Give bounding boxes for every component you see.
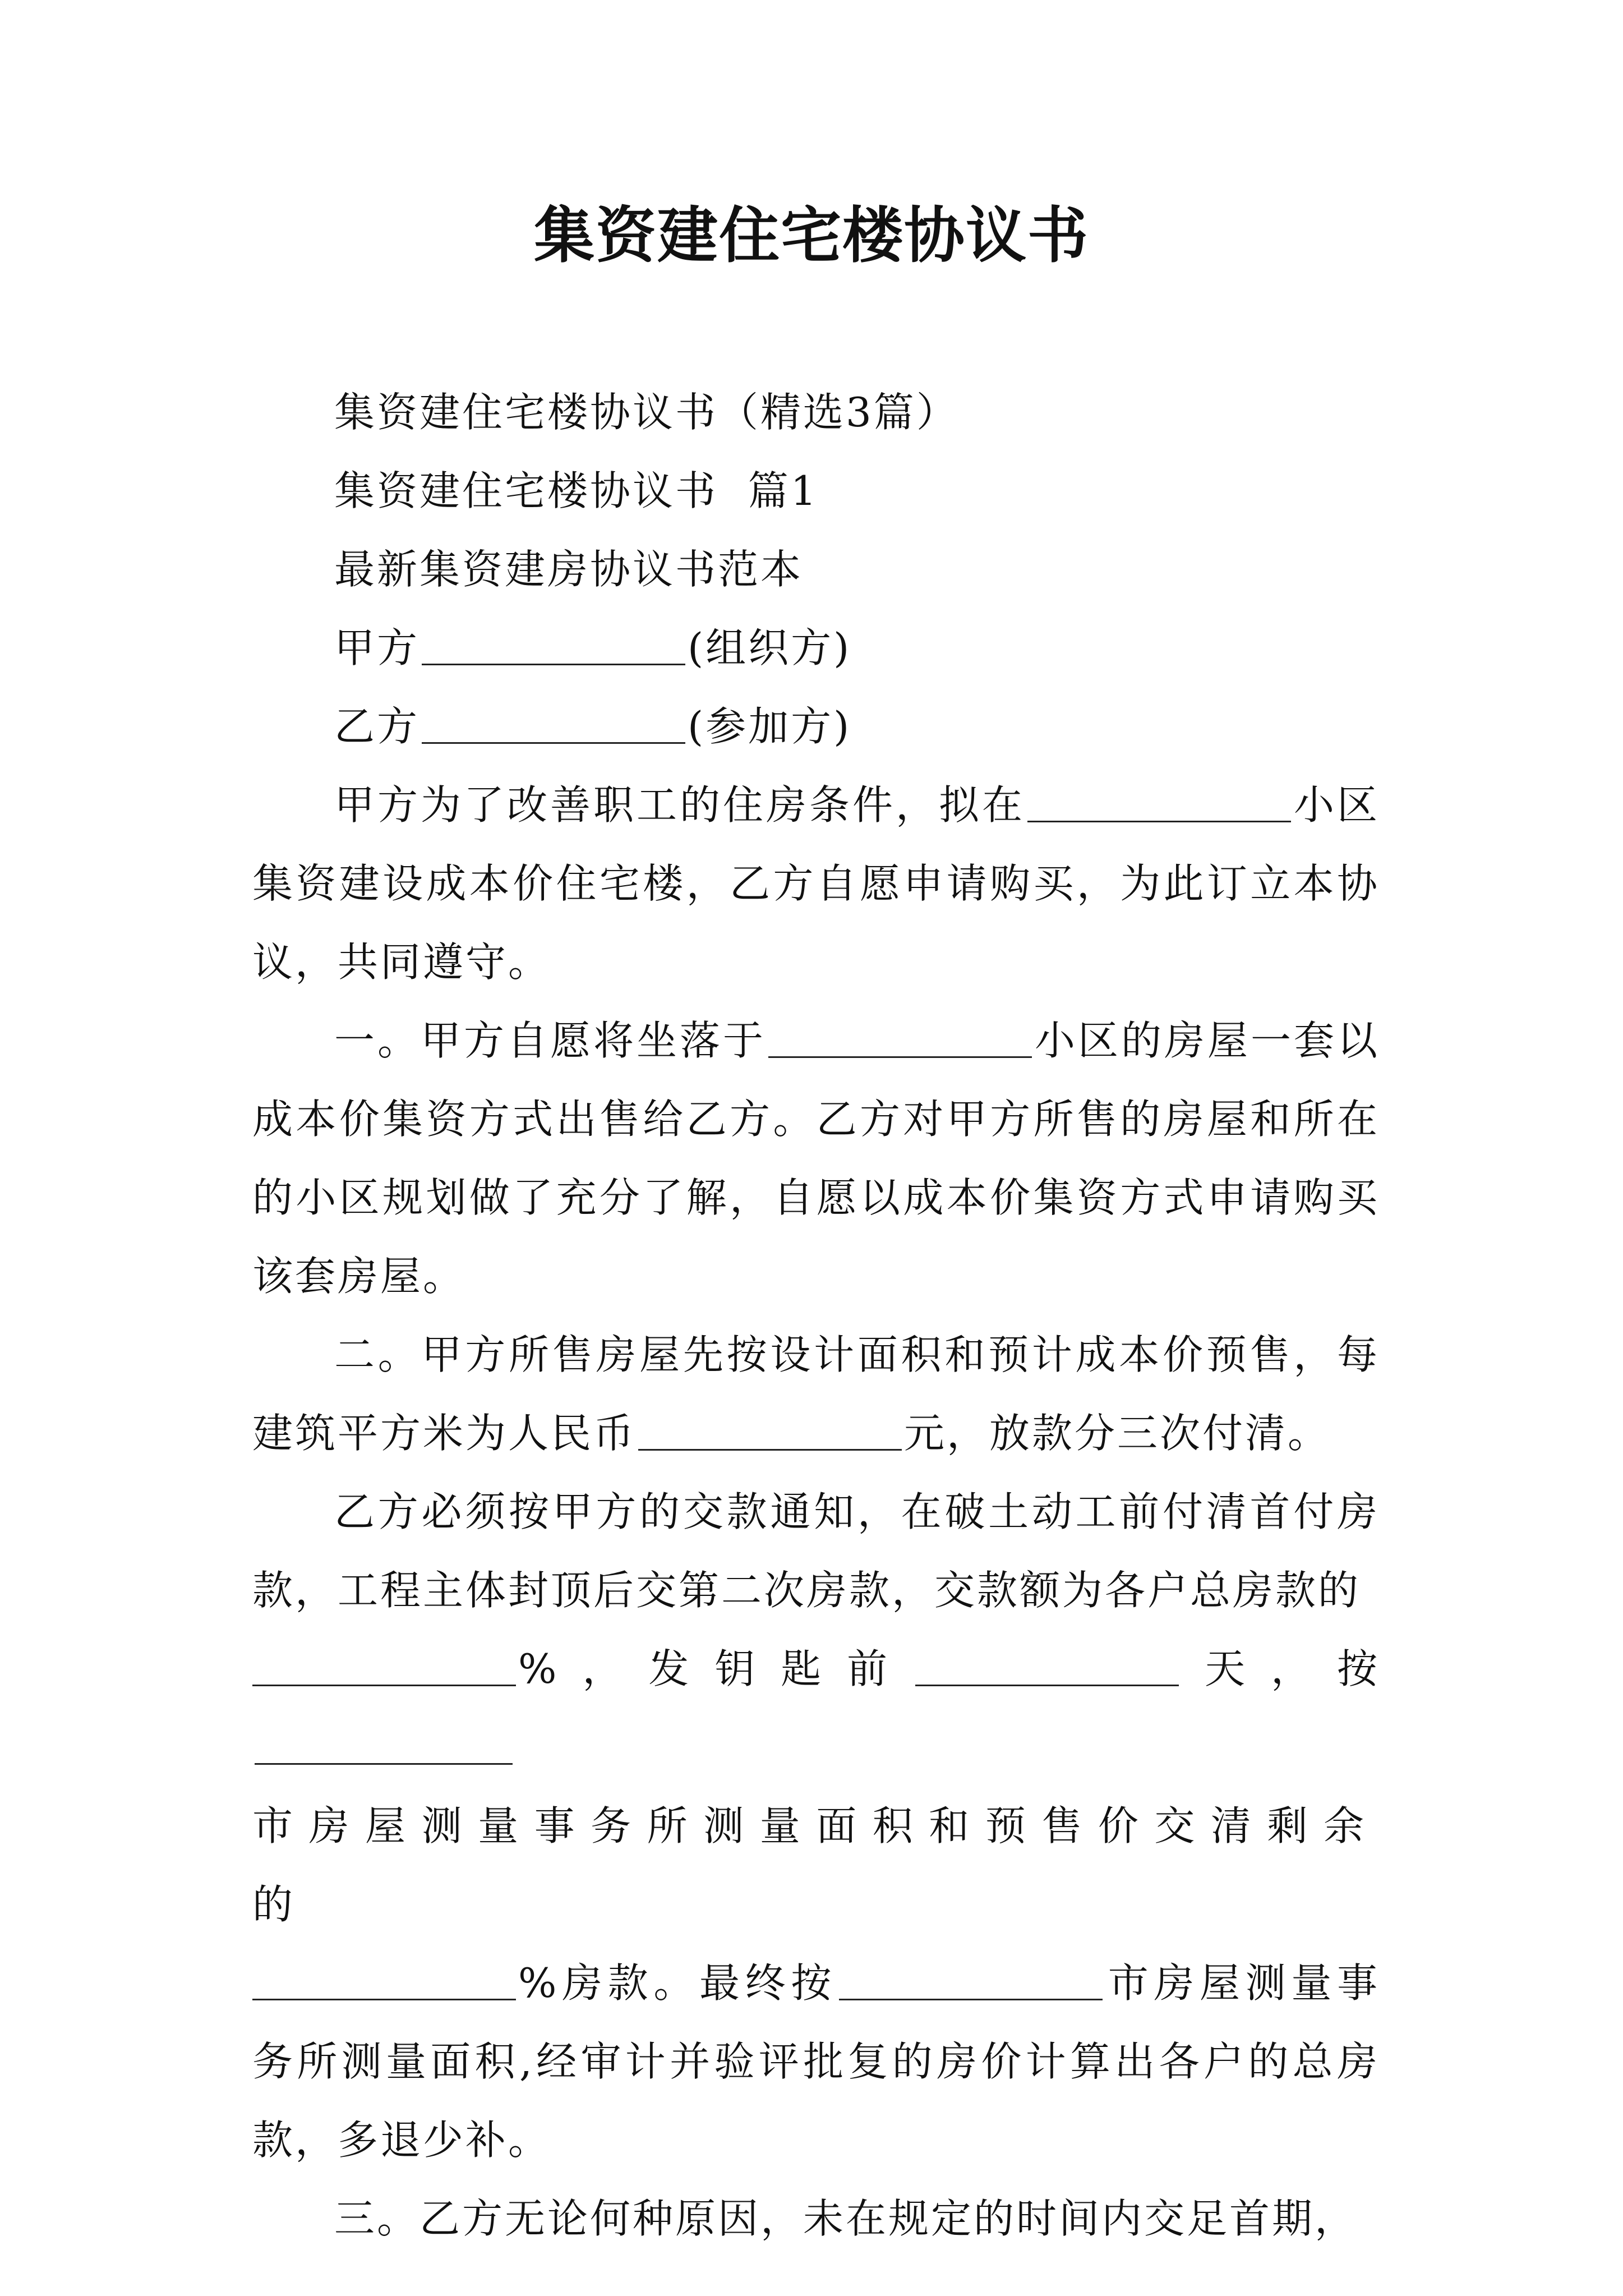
party-b-blank <box>422 742 685 744</box>
payment-text-1: 乙方必须按甲方的交款通知，在破土动工前付清首付房款，工程主体封顶后交第二次房款，交款额为各户总房款的 <box>252 1488 1380 1614</box>
payment-paragraph <box>252 1473 1380 1630</box>
document-body <box>252 373 1380 2258</box>
payment-text-4b: 市房屋测量事务所测量面积,经审计并验评批复的房价计算出各户的总房款，多退少补。 <box>252 1959 1380 2164</box>
payment-line-4 <box>252 1944 1380 2179</box>
payment-text-4a: %房款。最终按 <box>518 1959 837 2007</box>
clause-1-text-2: 小区的房屋一套以成本价集资方式出售给乙方。乙方对甲方所售的房屋和所在的小区规划做了充分了解，自愿以成本价集资方式申请购买该套房屋。 <box>252 1017 1380 1300</box>
clause-2-text-2: 元，放款分三次付清。 <box>904 1410 1331 1457</box>
party-b-label: 乙方 <box>334 703 420 750</box>
clause-1-text-1: 一。甲方自愿将坐落于 <box>334 1017 766 1064</box>
days-blank <box>915 1684 1179 1686</box>
percent-blank-1 <box>252 1684 516 1686</box>
document-title: 集资建住宅楼协议书 <box>533 200 1089 271</box>
price-blank <box>638 1448 902 1451</box>
doc-name: 最新集资建房协议书范本 <box>334 546 804 593</box>
party-a-blank <box>422 663 685 665</box>
intro-text-2: 小区集资建设成本价住宅楼，乙方自愿申请购买，为此订立本协议，共同遵守。 <box>252 781 1380 986</box>
clause-1 <box>252 1001 1380 1315</box>
clause-2 <box>252 1315 1380 1473</box>
section-heading: 集资建住宅楼协议书 篇1 <box>334 467 819 514</box>
location-blank <box>1027 820 1291 822</box>
payment-line-3: 市房屋测量事务所测量面积和预售价交清剩余的 <box>252 1802 1380 1928</box>
city-blank-1 <box>255 1763 513 1765</box>
clause-3: 三。乙方无论何种原因，未在规定的时间内交足首期， <box>334 2195 1358 2242</box>
intro-paragraph <box>252 766 1380 1001</box>
intro-text-1: 甲方为了改善职工的住房条件，拟在 <box>334 781 1025 829</box>
party-a-label: 甲方 <box>334 624 420 671</box>
payment-text-2b: 天，按 <box>1181 1645 1380 1692</box>
city-blank-2 <box>839 1998 1103 2000</box>
subtitle: 集资建住宅楼协议书（精选3篇） <box>334 389 959 436</box>
party-b-role: (参加方) <box>688 703 852 750</box>
party-b-line <box>252 687 1380 766</box>
payment-text-2a: %，发钥匙前 <box>518 1645 914 1692</box>
party-a-line <box>252 609 1380 687</box>
percent-blank-2 <box>252 1998 516 2000</box>
address-blank <box>768 1056 1032 1058</box>
clause-2-text-1: 二。甲方所售房屋先按设计面积和预计成本价预售，每建筑平方米为人民币 <box>252 1331 1380 1457</box>
payment-line-2 <box>252 1630 1380 1787</box>
party-a-role: (组织方) <box>688 624 852 671</box>
